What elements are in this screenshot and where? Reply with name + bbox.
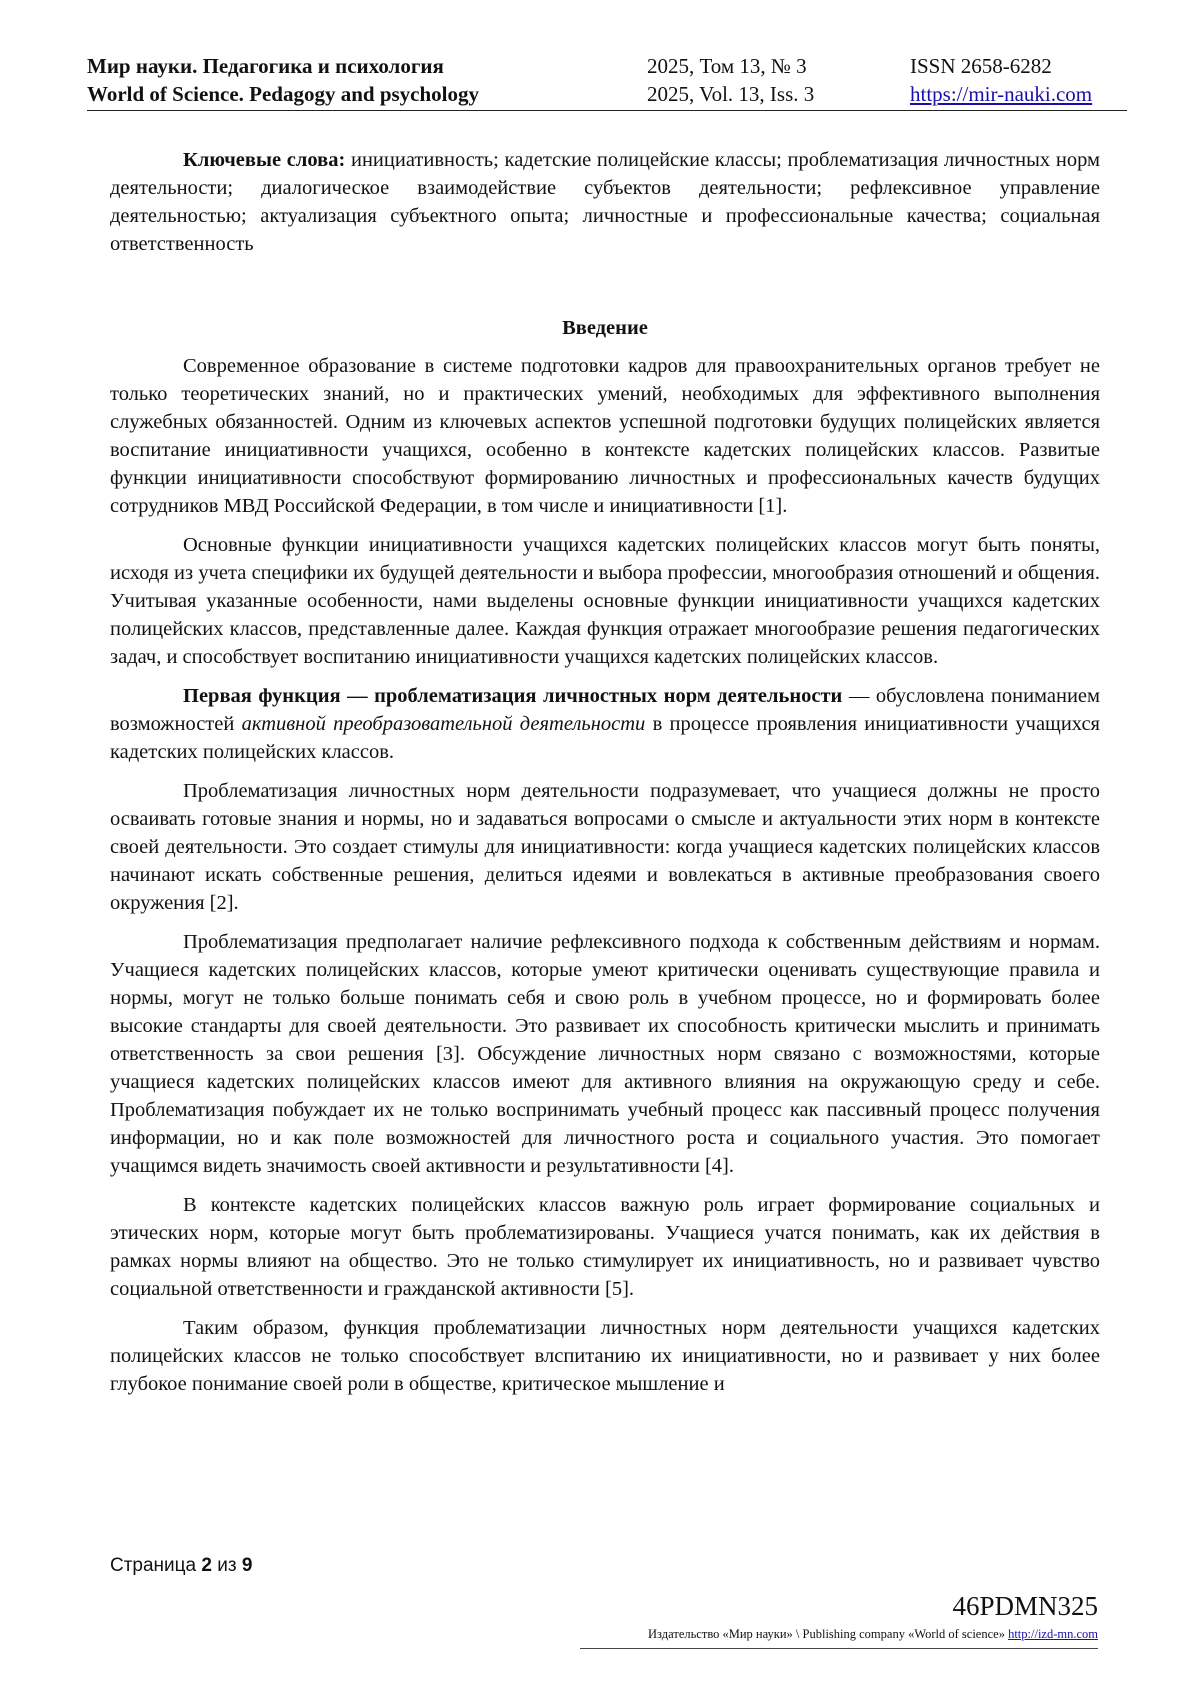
page-sep: из — [211, 1555, 242, 1576]
footer-divider — [580, 1648, 1098, 1649]
article-body — [110, 146, 1100, 1409]
paragraph-3-text-b: в процессе проявления инициативности учащихся кадетских полицейских классов. — [110, 713, 1100, 763]
paragraph-3-italic: активной преобразовательной деятельности — [241, 713, 646, 735]
issn-info — [910, 52, 1092, 108]
issn: ISSN 2658-6282 — [910, 54, 1052, 78]
paragraph-1: Современное образование в системе подготовки кадров для правоохранительных органов требует не только теоретических знаний, но и практических умений, необходимых для эффективного выполнения служебных обязанностей. Одним из ключевых аспектов успешной подготовки будущих полицейских является воспитание инициативности учащихся, особенно в контексте кадетских полицейских классов. Развитые функции инициативности способствуют формированию личностных и профессиональных качеств будущих сотрудников МВД Российской Федерации, в том числе и инициативности [1]. — [110, 355, 1100, 517]
page-header — [87, 52, 1127, 111]
page-number — [110, 1555, 252, 1577]
paragraph-3-text-a: — обусловлена пониманием возможностей — [110, 685, 1100, 735]
paragraph-3 — [110, 682, 1100, 766]
keywords-label: Ключевые слова: — [183, 149, 346, 171]
paragraph-7: Таким образом, функция проблематизации личностных норм деятельности учащихся кадетских полицейских классов не только способствует влспитанию их инициативности, но и развивает у них более глубокое понимание своей роли в обществе, критическое мышление и — [110, 1317, 1100, 1395]
journal-url-link[interactable]: https://mir-nauki.com — [910, 82, 1093, 106]
page-total: 9 — [241, 1555, 253, 1576]
paragraph-6: В контексте кадетских полицейских классов важную роль играет формирование социальных и этических норм, которые могут быть проблематизированы. Учащиеся учатся понимать, как их действия в рамках нормы влияют на общество. Это не только стимулирует их инициативность, но и развивает чувство социальной ответственности и гражданской активности [5]. — [110, 1194, 1100, 1300]
section-title-introduction: Введение — [562, 317, 648, 339]
article-code: 46PDMN325 — [952, 1591, 1098, 1621]
paragraph-2: Основные функции инициативности учащихся кадетских полицейских классов могут быть поняты, исходя из учета специфики их будущей деятельности и выбора профессии, многообразия отношений и общения. Учитывая указанные особенности, нами выделены основные функции инициативности учащихся кадетских полицейских классов, представленные далее. Каждая функция отражает многообразие решения педагогических задач, и способствует воспитанию инициативности учащихся кадетских полицейских классов. — [110, 534, 1100, 668]
paragraph-4: Проблематизация личностных норм деятельности подразумевает, что учащиеся должны не просто осваивать готовые знания и нормы, но и задаваться вопросами о смысле и актуальности этих норм в контексте своей деятельности. Это создает стимулы для инициативности: когда учащиеся кадетских полицейских классов начинают искать собственные решения, делиться идеями и вовлекаться в активные преобразования своего окружения [2]. — [110, 780, 1100, 914]
issue-info — [647, 52, 814, 108]
keywords-paragraph — [110, 146, 1100, 258]
issue-ru: 2025, Том 13, № 3 — [647, 54, 807, 78]
first-function-heading: Первая функция — проблематизация личностных норм деятельности — [183, 685, 843, 707]
journal-title-ru: Мир науки. Педагогика и психология — [87, 54, 444, 78]
publisher-text: Издательство «Мир науки» \ Publishing company «World of science» — [648, 1627, 1009, 1641]
publisher-line — [648, 1627, 1098, 1642]
keywords-text: инициативность; кадетские полицейские классы; проблематизация личностных норм деятельности; диалогическое взаимодействие субъектов деятельности; рефлексивное управление деятельностью; актуализация субъектного опыта; личностные и профессиональные качества; социальная ответственность — [110, 149, 1100, 255]
issue-en: 2025, Vol. 13, Iss. 3 — [647, 82, 815, 106]
journal-title-en: World of Science. Pedagogy and psychology — [87, 82, 480, 106]
journal-title — [87, 52, 479, 108]
page-current: 2 — [201, 1555, 212, 1576]
paragraph-5: Проблематизация предполагает наличие рефлексивного подхода к собственным действиям и нормам. Учащиеся кадетских полицейских классов, которые умеют критически оценивать существующие правила и нормы, могут не только больше понимать себя и свою роль в учебном процессе, но и формировать более высокие стандарты для своей деятельности. Это развивает их способность критически мыслить и принимать ответственность за свои решения [3]. Обсуждение личностных норм связано с возможностями, которые учащиеся кадетских полицейских классов имеют для активного влияния на окружающую среду и себе. Проблематизация побуждает их не только воспринимать учебный процесс как пассивный процесс получения информации, но и как поле возможностей для личностного роста и социального участия. Это помогает учащимся видеть значимость своей активности и результативности [4]. — [110, 931, 1100, 1177]
page-label: Страница — [110, 1555, 202, 1576]
publisher-url-link[interactable]: http://izd-mn.com — [1008, 1627, 1098, 1641]
